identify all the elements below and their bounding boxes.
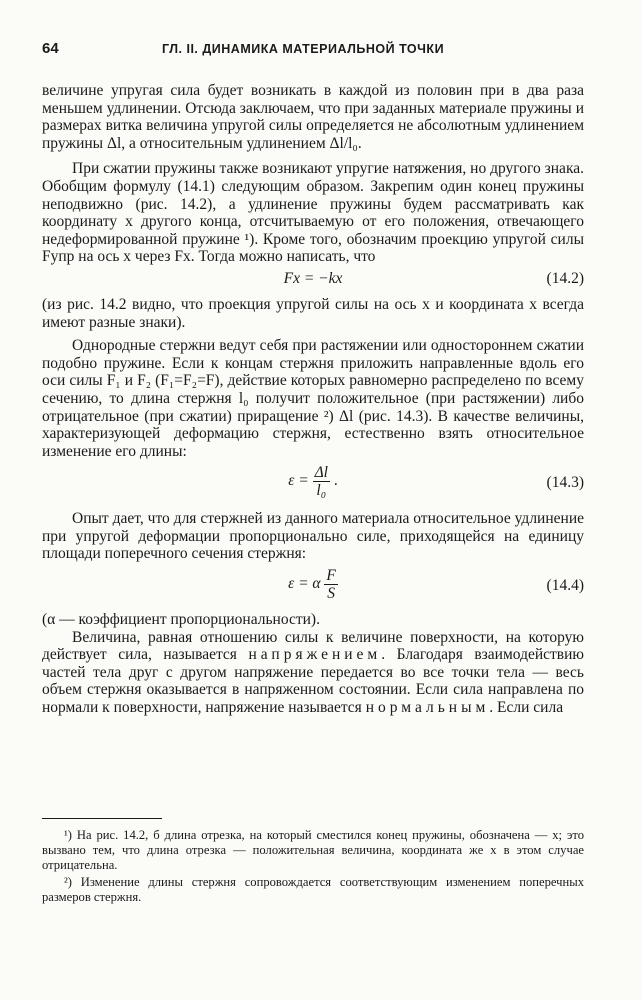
paragraph-7-part-b: . Благодаря взаимодействию частей тела друг с другом напряжение передается во все точки тела — весь объем стержня оказывается в напряженном состоянии. Если сила направлена по нормали к поверхности, напряжение называется [42, 646, 584, 717]
equation-14-3-tail: . [333, 472, 338, 490]
footnotes [42, 828, 584, 905]
page-header [42, 40, 586, 62]
term-stress: напряжением [248, 646, 382, 664]
page-number: 64 [42, 40, 59, 57]
equation-14-3-numerator: Δl [314, 464, 328, 482]
equation-14-4-fraction [324, 567, 337, 602]
term-normal: нормальным [365, 699, 490, 717]
paragraph-3: (из рис. 14.2 видно, что проекция упругой силы на ось x и координата x всегда имеют разные знаки). [42, 295, 584, 331]
equation-14-4-number: (14.4) [546, 577, 584, 595]
paragraph-6: (α — коэффициент пропорциональности). [42, 611, 320, 629]
equation-14-4-numerator: F [326, 567, 336, 585]
paragraph-7-part-a: Величина, равная отношению силы к величине поверхности, на которую действует сила, называется [42, 628, 584, 664]
equation-14-3-lhs: ε = [288, 472, 309, 490]
paragraph-2: При сжатии пружины также возникают упругие натяжения, но другого знака. Обобщим формулу (14.1) следующим образом. Закрепим один конец пружины неподвижно (рис. 14.2), а удлинение пружины будем рассматривать как координату x другого конца, отсчитываемую от его положения, отвечающего недеформированной пружине ¹). Кроме того, обозначим проекцию упругой силы Fупр на ось x через Fx. Тогда можно написать, что [42, 160, 584, 266]
equation-14-2-number: (14.2) [546, 269, 584, 287]
paragraph-7 [42, 629, 584, 717]
footnote-1: ¹) На рис. 14.2, б длина отрезка, на который сместился конец пружины, обозначена — x; это вызвано тем, что длина отрезка — положительная величина, координата же x в этом случае отрицательна. [42, 828, 584, 872]
equation-14-3-number: (14.3) [546, 474, 584, 492]
equation-14-2 [42, 266, 584, 292]
equation-14-3 [42, 460, 584, 504]
equation-14-3-fraction [313, 464, 330, 499]
equation-14-4 [42, 563, 584, 607]
paragraph-5: Опыт дает, что для стержней из данного материала относительное удлинение при упругой деформации пропорционально силе, приходящейся на единицу площади поперечного сечения стержня: [42, 510, 584, 563]
paragraph-7-part-c: . Если сила [489, 699, 564, 717]
footnote-2: ²) Изменение длины стержня сопровождается соответствующим изменением поперечных размеров стержня. [42, 875, 584, 904]
main-text [42, 82, 584, 717]
running-head: ГЛ. II. ДИНАМИКА МАТЕРИАЛЬНОЙ ТОЧКИ [162, 42, 445, 56]
footnote-divider [42, 818, 162, 819]
equation-14-2-formula: Fx = −kx [283, 269, 343, 287]
paragraph-4: Однородные стержни ведут себя при растяжении или одностороннем сжатии подобно пружине. Если к концам стержня приложить направленные вдоль его оси силы F₁ и F₂ (F₁=F₂=F), действие которых равномерно распределено по всему сечению, то длина стержня l₀ получит положительное (при растяжении) либо отрицательное (при сжатии) приращение ²) Δl (рис. 14.3). В качестве величины, характеризующей деформацию стержня, естественно взять относительное изменение его длины: [42, 337, 584, 460]
equation-14-4-denominator: S [327, 585, 336, 603]
equation-14-3-denominator: l₀ [316, 482, 327, 500]
equation-14-4-lhs: ε = α [288, 575, 321, 593]
paragraph-1: величине упругая сила будет возникать в каждой из половин при в два раза меньшем удлинении. Отсюда заключаем, что при заданных материале пружины и размерах витка величина упругой силы определяется не абсолютным удлинением пружины Δl, а относительным удлинением Δl/l₀. [42, 82, 584, 152]
